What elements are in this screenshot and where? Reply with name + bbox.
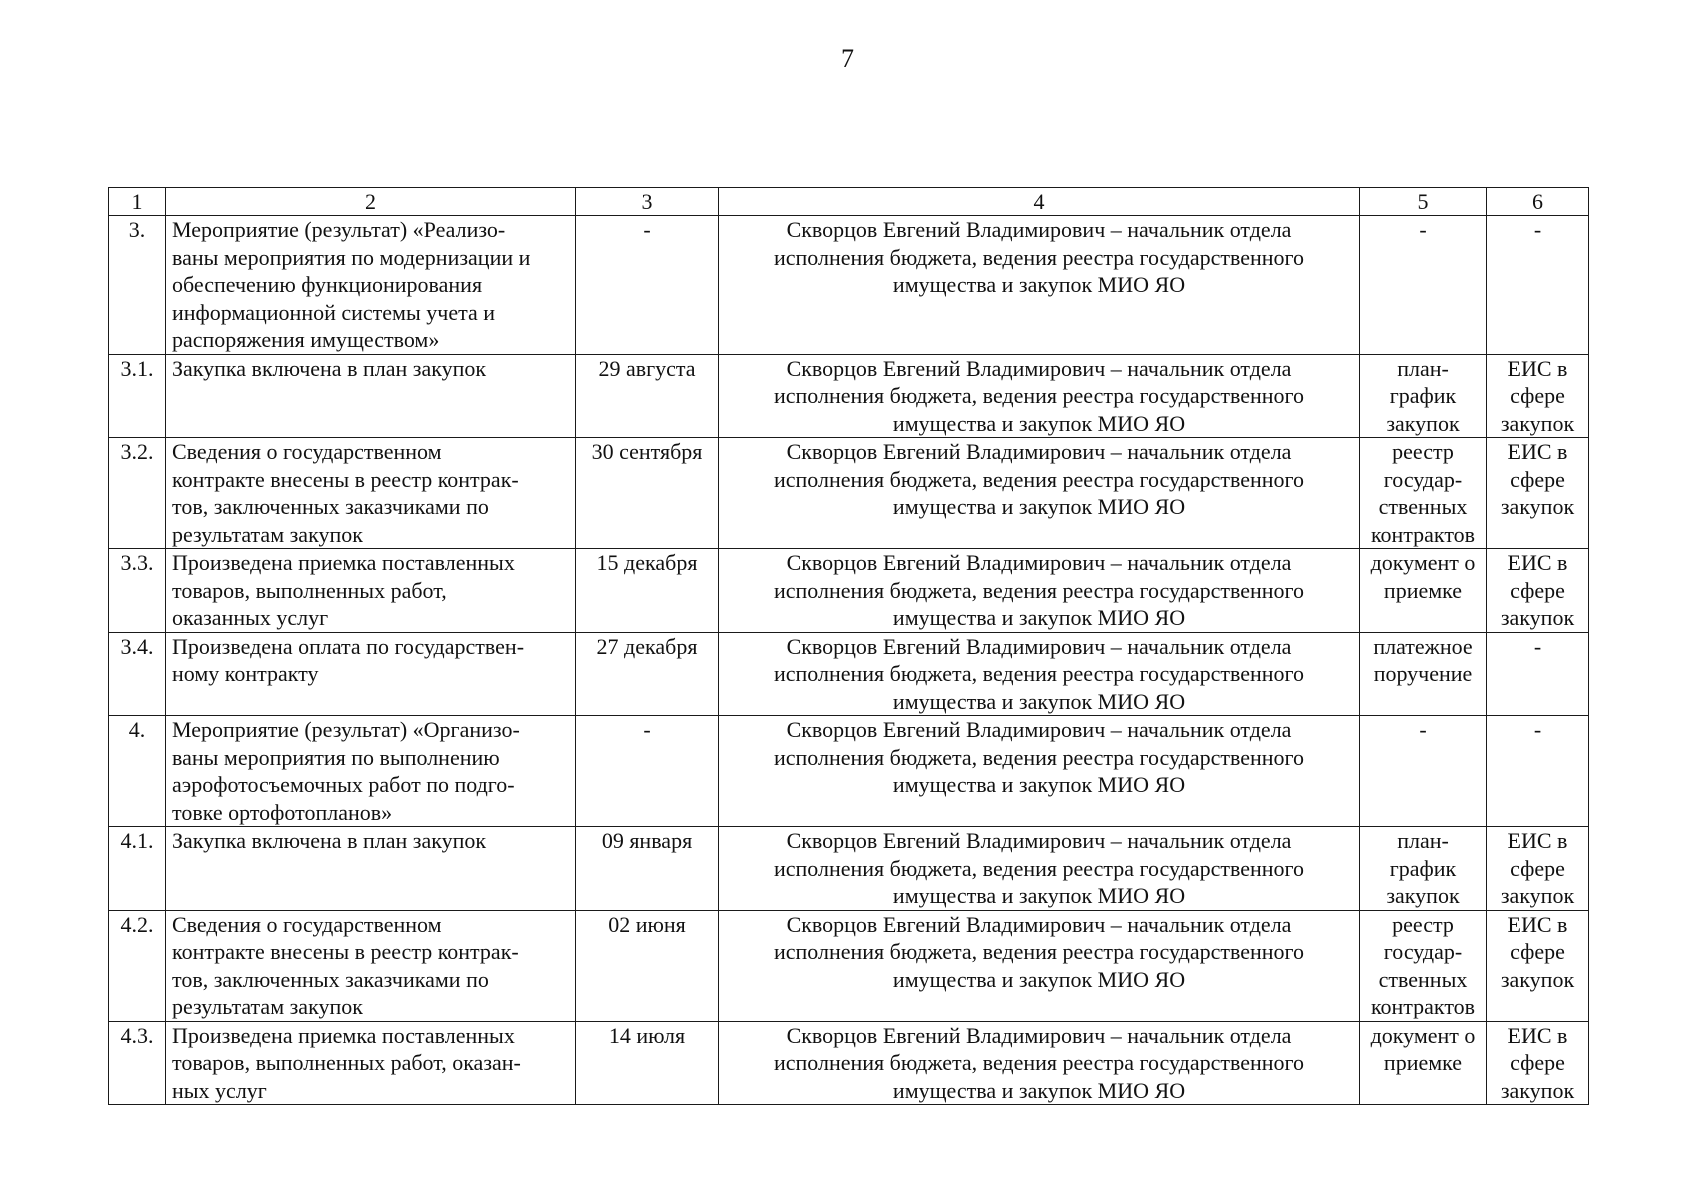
item-system-cell bbox=[1487, 549, 1589, 633]
item-document-cell bbox=[1360, 716, 1487, 827]
cell-line: платежное bbox=[1373, 633, 1473, 659]
cell-line: Скворцов Евгений Владимирович – начальник отдела bbox=[786, 217, 1292, 242]
item-system-cell bbox=[1487, 438, 1589, 549]
item-name-cell bbox=[166, 827, 576, 911]
cell-line: сфере bbox=[1510, 383, 1565, 408]
item-date-cell: 14 июля bbox=[576, 1021, 719, 1105]
item-responsible-cell bbox=[719, 632, 1360, 716]
cell-line: ному контракту bbox=[172, 661, 319, 686]
cell-line: государ- bbox=[1383, 466, 1463, 492]
cell-line: информационной системы учета и bbox=[172, 299, 496, 325]
cell-line: аэрофотосъемочных работ по подго- bbox=[172, 772, 515, 797]
table-row bbox=[109, 716, 1589, 827]
item-date-cell: 30 сентября bbox=[576, 438, 719, 549]
cell-line: исполнения бюджета, ведения реестра государственного bbox=[773, 939, 1305, 964]
item-name-cell bbox=[166, 354, 576, 438]
page-number: 7 bbox=[841, 44, 854, 73]
cell-line: Скворцов Евгений Владимирович – начальник отдела bbox=[786, 633, 1292, 659]
table-row bbox=[109, 910, 1589, 1021]
table-row bbox=[109, 354, 1589, 438]
item-document-cell bbox=[1360, 549, 1487, 633]
cell-line: сфере bbox=[1510, 855, 1565, 881]
item-number-cell: 3.3. bbox=[109, 549, 166, 633]
cell-line: сфере bbox=[1510, 577, 1565, 603]
cell-line: поручение bbox=[1373, 661, 1473, 686]
item-system-cell bbox=[1487, 632, 1589, 716]
cell-line: - bbox=[1533, 717, 1542, 742]
item-name-cell bbox=[166, 549, 576, 633]
item-document-cell bbox=[1360, 354, 1487, 438]
cell-line: сфере bbox=[1510, 466, 1565, 492]
item-number-cell: 4.2. bbox=[109, 910, 166, 1021]
cell-line: Произведена приемка поставленных bbox=[172, 550, 515, 575]
item-number-cell: 4.1. bbox=[109, 827, 166, 911]
item-system-cell bbox=[1487, 216, 1589, 355]
cell-line: исполнения бюджета, ведения реестра государственного bbox=[773, 661, 1305, 686]
item-date-cell: - bbox=[576, 716, 719, 827]
item-name-cell bbox=[166, 438, 576, 549]
item-document-cell bbox=[1360, 910, 1487, 1021]
cell-line: реестр bbox=[1392, 439, 1454, 464]
item-date-cell: 27 декабря bbox=[576, 632, 719, 716]
cell-line: имущества и закупок МИО ЯО bbox=[892, 1077, 1186, 1103]
cell-line: документ о bbox=[1370, 1022, 1476, 1048]
header-cell: 6 bbox=[1487, 188, 1589, 216]
item-document-cell bbox=[1360, 827, 1487, 911]
cell-line: контракте внесены в реестр контрак- bbox=[172, 466, 519, 492]
table-body bbox=[109, 216, 1589, 1105]
cell-line: товаров, выполненных работ, оказан- bbox=[172, 1050, 521, 1075]
cell-line: товке ортофотопланов» bbox=[172, 799, 393, 825]
plan-table bbox=[108, 187, 1589, 1105]
item-number-cell: 4.3. bbox=[109, 1021, 166, 1105]
cell-line: Скворцов Евгений Владимирович – начальник отдела bbox=[786, 355, 1292, 381]
cell-line: исполнения бюджета, ведения реестра государственного bbox=[773, 1050, 1305, 1075]
item-system-cell bbox=[1487, 910, 1589, 1021]
item-date-cell: 02 июня bbox=[576, 910, 719, 1021]
item-system-cell bbox=[1487, 827, 1589, 911]
cell-line: - bbox=[1533, 217, 1542, 242]
cell-line: план- bbox=[1397, 828, 1449, 853]
cell-line: имущества и закупок МИО ЯО bbox=[892, 272, 1186, 297]
cell-line: Сведения о государственном bbox=[172, 439, 442, 464]
cell-line: закупок bbox=[1500, 883, 1575, 908]
cell-line: Произведена оплата по государствен- bbox=[172, 633, 525, 659]
cell-line: ЕИС в bbox=[1507, 550, 1568, 575]
cell-line: закупок bbox=[1500, 1077, 1575, 1103]
cell-line: Скворцов Евгений Владимирович – начальник отдела bbox=[786, 439, 1292, 464]
cell-line: реестр bbox=[1392, 911, 1454, 937]
item-name-cell bbox=[166, 632, 576, 716]
cell-line: Скворцов Евгений Владимирович – начальник отдела bbox=[786, 1022, 1292, 1048]
cell-line: ЕИС в bbox=[1507, 911, 1568, 937]
cell-line: - bbox=[1533, 633, 1542, 659]
item-number-cell: 3.4. bbox=[109, 632, 166, 716]
item-date-cell: 15 декабря bbox=[576, 549, 719, 633]
cell-line: график bbox=[1389, 855, 1457, 881]
table-row bbox=[109, 438, 1589, 549]
cell-line: имущества и закупок МИО ЯО bbox=[892, 688, 1186, 714]
item-date-cell: - bbox=[576, 216, 719, 355]
cell-line: ваны мероприятия по модернизации и bbox=[172, 244, 531, 270]
cell-line: ЕИС в bbox=[1507, 828, 1568, 853]
item-name-cell bbox=[166, 910, 576, 1021]
cell-line: результатам закупок bbox=[172, 994, 363, 1019]
item-system-cell bbox=[1487, 1021, 1589, 1105]
cell-line: имущества и закупок МИО ЯО bbox=[892, 883, 1186, 908]
cell-line: сфере bbox=[1510, 1050, 1565, 1075]
cell-line: исполнения бюджета, ведения реестра государственного bbox=[773, 383, 1305, 408]
item-system-cell bbox=[1487, 716, 1589, 827]
header-cell: 4 bbox=[719, 188, 1360, 216]
cell-line: товаров, выполненных работ, bbox=[172, 577, 447, 603]
item-responsible-cell bbox=[719, 827, 1360, 911]
cell-line: документ о bbox=[1370, 550, 1476, 575]
cell-line: исполнения бюджета, ведения реестра государственного bbox=[773, 244, 1305, 270]
item-name-cell bbox=[166, 716, 576, 827]
cell-line: ственных bbox=[1378, 966, 1468, 992]
cell-line: закупок bbox=[1500, 410, 1575, 436]
cell-line: - bbox=[1419, 217, 1427, 242]
cell-line: распоряжения имуществом» bbox=[172, 327, 440, 352]
cell-line: тов, заключенных заказчиками по bbox=[172, 966, 489, 992]
cell-line: тов, заключенных заказчиками по bbox=[172, 494, 489, 519]
header-cell: 2 bbox=[166, 188, 576, 216]
item-responsible-cell bbox=[719, 1021, 1360, 1105]
cell-line: ЕИС в bbox=[1507, 1022, 1568, 1048]
item-responsible-cell bbox=[719, 716, 1360, 827]
cell-line: закупок bbox=[1500, 605, 1575, 630]
cell-line: имущества и закупок МИО ЯО bbox=[892, 410, 1186, 436]
table-row bbox=[109, 216, 1589, 355]
cell-line: приемке bbox=[1383, 1050, 1463, 1075]
header-cell: 3 bbox=[576, 188, 719, 216]
cell-line: исполнения бюджета, ведения реестра государственного bbox=[773, 466, 1305, 492]
cell-line: Закупка включена в план закупок bbox=[172, 355, 487, 381]
cell-line: Скворцов Евгений Владимирович – начальник отдела bbox=[786, 828, 1292, 853]
item-date-cell: 09 января bbox=[576, 827, 719, 911]
item-number-cell: 3.1. bbox=[109, 354, 166, 438]
item-name-cell bbox=[166, 216, 576, 355]
cell-line: исполнения бюджета, ведения реестра государственного bbox=[773, 577, 1305, 603]
cell-line: Скворцов Евгений Владимирович – начальник отдела bbox=[786, 911, 1292, 937]
cell-line: сфере bbox=[1510, 939, 1565, 964]
cell-line: закупок bbox=[1500, 966, 1575, 992]
item-responsible-cell bbox=[719, 910, 1360, 1021]
item-date-cell: 29 августа bbox=[576, 354, 719, 438]
cell-line: ЕИС в bbox=[1507, 355, 1568, 381]
item-number-cell: 3. bbox=[109, 216, 166, 355]
cell-line: Произведена приемка поставленных bbox=[172, 1022, 515, 1048]
cell-line: Скворцов Евгений Владимирович – начальник отдела bbox=[786, 550, 1292, 575]
item-number-cell: 3.2. bbox=[109, 438, 166, 549]
cell-line: результатам закупок bbox=[172, 521, 363, 547]
cell-line: - bbox=[1419, 717, 1427, 742]
cell-line: закупок bbox=[1386, 410, 1460, 436]
cell-line: закупок bbox=[1386, 883, 1460, 908]
cell-line: имущества и закупок МИО ЯО bbox=[892, 772, 1186, 797]
cell-line: контрактов bbox=[1370, 521, 1476, 547]
cell-line: Закупка включена в план закупок bbox=[172, 828, 487, 853]
item-document-cell bbox=[1360, 438, 1487, 549]
table-header-row bbox=[109, 188, 1589, 216]
cell-line: закупок bbox=[1500, 494, 1575, 519]
header-cell: 5 bbox=[1360, 188, 1487, 216]
item-responsible-cell bbox=[719, 549, 1360, 633]
item-responsible-cell bbox=[719, 216, 1360, 355]
cell-line: имущества и закупок МИО ЯО bbox=[892, 605, 1186, 630]
header-cell: 1 bbox=[109, 188, 166, 216]
table-row bbox=[109, 827, 1589, 911]
item-document-cell bbox=[1360, 1021, 1487, 1105]
item-number-cell: 4. bbox=[109, 716, 166, 827]
cell-line: имущества и закупок МИО ЯО bbox=[892, 494, 1186, 519]
cell-line: ЕИС в bbox=[1507, 439, 1568, 464]
table-row bbox=[109, 549, 1589, 633]
cell-line: Сведения о государственном bbox=[172, 911, 442, 937]
cell-line: Мероприятие (результат) «Организо- bbox=[172, 717, 520, 742]
cell-line: имущества и закупок МИО ЯО bbox=[892, 966, 1186, 992]
cell-line: приемке bbox=[1383, 577, 1463, 603]
item-document-cell bbox=[1360, 216, 1487, 355]
cell-line: оказанных услуг bbox=[172, 605, 329, 630]
cell-line: ных услуг bbox=[172, 1077, 267, 1103]
cell-line: ственных bbox=[1378, 494, 1468, 519]
item-responsible-cell bbox=[719, 438, 1360, 549]
item-responsible-cell bbox=[719, 354, 1360, 438]
cell-line: план- bbox=[1397, 355, 1449, 381]
table-row bbox=[109, 632, 1589, 716]
item-document-cell bbox=[1360, 632, 1487, 716]
cell-line: Мероприятие (результат) «Реализо- bbox=[172, 217, 506, 242]
cell-line: исполнения бюджета, ведения реестра государственного bbox=[773, 855, 1305, 881]
cell-line: обеспечению функционирования bbox=[172, 272, 483, 297]
cell-line: исполнения бюджета, ведения реестра государственного bbox=[773, 744, 1305, 770]
cell-line: ваны мероприятия по выполнению bbox=[172, 744, 500, 770]
cell-line: Скворцов Евгений Владимирович – начальник отдела bbox=[786, 717, 1292, 742]
item-name-cell bbox=[166, 1021, 576, 1105]
cell-line: контрактов bbox=[1370, 994, 1476, 1019]
cell-line: график bbox=[1389, 383, 1457, 408]
item-system-cell bbox=[1487, 354, 1589, 438]
cell-line: государ- bbox=[1383, 939, 1463, 964]
table-row bbox=[109, 1021, 1589, 1105]
cell-line: контракте внесены в реестр контрак- bbox=[172, 939, 519, 964]
